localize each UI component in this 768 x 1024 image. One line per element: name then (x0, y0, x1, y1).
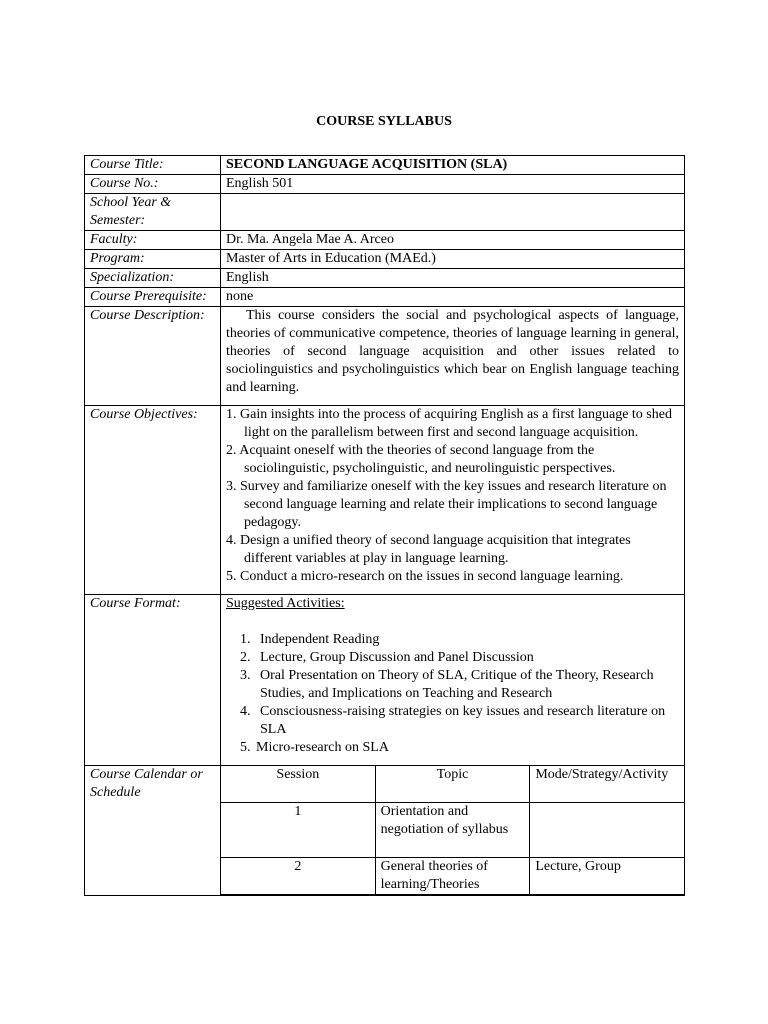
program-value: Master of Arts in Education (MAEd.) (221, 250, 685, 269)
activity-text: Independent Reading (260, 632, 380, 647)
session-number: 2 (221, 858, 376, 895)
activity-number: 1. (240, 632, 251, 647)
page-bottom-margin (0, 930, 768, 1024)
prerequisite-value: none (221, 288, 685, 307)
description-text: This course considers the social and psychological aspects of language, theories of communicative competence, theories of language learning in general, theories of second language acquisition and other issues related to sociolinguistics and psycholinguistics which bear on English language teaching and learning. (226, 308, 679, 395)
specialization-value: English (221, 269, 685, 288)
program-label: Program: (85, 250, 221, 269)
school-year-value (221, 194, 685, 231)
session-mode: Lecture, Group (530, 858, 685, 895)
activity-number: 5. (240, 740, 251, 755)
activity-item (226, 703, 679, 739)
session-mode (530, 803, 685, 858)
activity-number: 3. (240, 668, 251, 683)
calendar-cell (221, 766, 685, 896)
row-objectives (85, 406, 685, 595)
activity-item (226, 649, 679, 667)
schedule-table (220, 765, 685, 895)
activity-number: 4. (240, 704, 251, 719)
schedule-row (221, 803, 685, 858)
row-format (85, 595, 685, 766)
faculty-label: Faculty: (85, 231, 221, 250)
activities-list (226, 631, 679, 765)
page-title: COURSE SYLLABUS (316, 114, 452, 129)
activity-number: 2. (240, 650, 251, 665)
objective-item: 5. Conduct a micro-research on the issues in second language learning. (226, 569, 624, 584)
prerequisite-label: Course Prerequisite: (85, 288, 221, 307)
objective-item: 1. Gain insights into the process of acquiring English as a first language to shed light on the parallelism between first and second language acquisition. (226, 407, 672, 440)
course-no-value: English 501 (221, 175, 685, 194)
activity-item (226, 739, 679, 757)
faculty-value: Dr. Ma. Angela Mae A. Arceo (221, 231, 685, 250)
mode-header: Mode/Strategy/Activity (530, 766, 685, 803)
activity-text: Micro-research on SLA (256, 740, 389, 755)
row-course-no (85, 175, 685, 194)
course-no-label: Course No.: (85, 175, 221, 194)
course-title-value: SECOND LANGUAGE ACQUISITION (SLA) (221, 156, 685, 175)
format-label: Course Format: (85, 595, 221, 766)
objectives-list (226, 406, 679, 594)
activity-text: Consciousness-raising strategies on key issues and research literature on SLA (260, 704, 666, 737)
row-program (85, 250, 685, 269)
row-calendar (85, 766, 685, 896)
row-specialization (85, 269, 685, 288)
activities-heading: Suggested Activities: (226, 596, 345, 611)
calendar-label: Course Calendar or Schedule (85, 766, 221, 896)
session-topic: General theories of learning/Theories (375, 858, 530, 895)
school-year-label: School Year & Semester: (85, 194, 221, 231)
objectives-label: Course Objectives: (85, 406, 221, 595)
activity-item (226, 631, 679, 649)
session-header: Session (221, 766, 376, 803)
activity-text: Lecture, Group Discussion and Panel Discussion (260, 650, 534, 665)
course-title-label: Course Title: (85, 156, 221, 175)
objectives-cell (221, 406, 685, 595)
row-prerequisite (85, 288, 685, 307)
description-cell (221, 307, 685, 406)
objective-item: 3. Survey and familiarize oneself with the key issues and research literature on second language learning and relate their implications to second language pedagogy. (226, 479, 667, 530)
specialization-label: Specialization: (85, 269, 221, 288)
syllabus-table (84, 155, 685, 896)
topic-header: Topic (375, 766, 530, 803)
session-topic: Orientation and negotiation of syllabus (375, 803, 530, 858)
schedule-header-row (221, 766, 685, 803)
activity-text: Oral Presentation on Theory of SLA, Critique of the Theory, Research Studies, and Implications on Teaching and Research (260, 668, 654, 701)
session-number: 1 (221, 803, 376, 858)
objective-item: 2. Acquaint oneself with the theories of second language from the sociolinguistic, psycholinguistic, and neurolinguistic perspectives. (226, 443, 616, 476)
row-course-title (85, 156, 685, 175)
objective-item: 4. Design a unified theory of second language acquisition that integrates different variables at play in language learning. (226, 533, 631, 566)
format-cell (221, 595, 685, 766)
row-description (85, 307, 685, 406)
row-faculty (85, 231, 685, 250)
row-school-year (85, 194, 685, 231)
description-label: Course Description: (85, 307, 221, 406)
schedule-row (221, 858, 685, 895)
activity-item (226, 667, 679, 703)
